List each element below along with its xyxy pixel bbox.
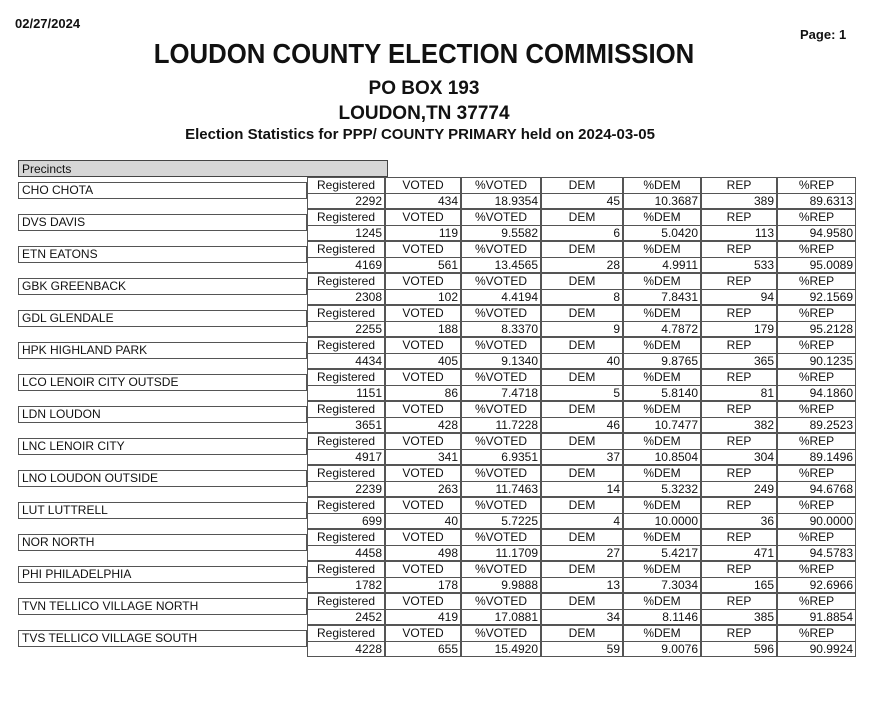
voted-label: VOTED [385,593,461,609]
address-line-1: PO BOX 193 [368,78,480,99]
voted-value: 119 [385,225,461,241]
precinct-row [18,625,856,657]
precinct-row [18,273,856,305]
pct-dem-value: 10.0000 [623,513,701,529]
precinct-name: NOR NORTH [18,534,307,551]
pct-voted-label: %VOTED [461,529,541,545]
rep-label: REP [701,497,777,513]
pct-voted-value: 18.9354 [461,193,541,209]
voted-label: VOTED [385,465,461,481]
pct-dem-value: 5.3232 [623,481,701,497]
registered-value: 3651 [307,417,385,433]
precinct-row [18,369,856,401]
pct-rep-label: %REP [777,465,856,481]
rep-value: 382 [701,417,777,433]
rep-value: 179 [701,321,777,337]
voted-value: 188 [385,321,461,337]
pct-rep-value: 91.8854 [777,609,856,625]
voted-label: VOTED [385,625,461,641]
pct-voted-label: %VOTED [461,209,541,225]
registered-label: Registered [307,529,385,545]
dem-value: 28 [541,257,623,273]
pct-dem-label: %DEM [623,241,701,257]
precinct-row [18,529,856,561]
statistics-table [18,160,856,657]
registered-value: 1782 [307,577,385,593]
dem-label: DEM [541,369,623,385]
rep-value: 304 [701,449,777,465]
voted-value: 428 [385,417,461,433]
dem-label: DEM [541,305,623,321]
pct-rep-value: 94.6768 [777,481,856,497]
page-number: Page: 1 [800,27,847,42]
precinct-name: TVN TELLICO VILLAGE NORTH [18,598,307,615]
registered-value: 4169 [307,257,385,273]
pct-dem-value: 10.7477 [623,417,701,433]
voted-value: 263 [385,481,461,497]
pct-rep-label: %REP [777,401,856,417]
rep-value: 165 [701,577,777,593]
voted-label: VOTED [385,209,461,225]
pct-rep-label: %REP [777,497,856,513]
pct-dem-value: 7.8431 [623,289,701,305]
rep-value: 596 [701,641,777,657]
precinct-name: PHI PHILADELPHIA [18,566,307,583]
pct-rep-label: %REP [777,561,856,577]
registered-label: Registered [307,433,385,449]
registered-value: 4434 [307,353,385,369]
voted-value: 405 [385,353,461,369]
pct-voted-value: 9.5582 [461,225,541,241]
voted-value: 86 [385,385,461,401]
pct-rep-label: %REP [777,337,856,353]
rep-label: REP [701,209,777,225]
precinct-name: LCO LENOIR CITY OUTSDE [18,374,307,391]
pct-voted-value: 11.7228 [461,417,541,433]
precinct-name: DVS DAVIS [18,214,307,231]
precinct-row [18,177,856,209]
pct-rep-value: 89.1496 [777,449,856,465]
rep-label: REP [701,561,777,577]
pct-dem-value: 8.1146 [623,609,701,625]
dem-value: 37 [541,449,623,465]
pct-rep-label: %REP [777,433,856,449]
dem-value: 4 [541,513,623,529]
pct-dem-label: %DEM [623,369,701,385]
dem-value: 59 [541,641,623,657]
precinct-row [18,561,856,593]
dem-value: 27 [541,545,623,561]
voted-value: 498 [385,545,461,561]
registered-label: Registered [307,209,385,225]
rep-label: REP [701,433,777,449]
pct-dem-label: %DEM [623,561,701,577]
registered-value: 2308 [307,289,385,305]
dem-value: 45 [541,193,623,209]
rep-label: REP [701,625,777,641]
pct-rep-value: 90.9924 [777,641,856,657]
voted-label: VOTED [385,305,461,321]
pct-dem-label: %DEM [623,273,701,289]
pct-rep-label: %REP [777,273,856,289]
pct-rep-value: 94.5783 [777,545,856,561]
pct-dem-label: %DEM [623,625,701,641]
pct-voted-label: %VOTED [461,593,541,609]
pct-dem-label: %DEM [623,529,701,545]
rep-label: REP [701,177,777,193]
voted-label: VOTED [385,529,461,545]
pct-voted-value: 6.9351 [461,449,541,465]
rep-value: 385 [701,609,777,625]
pct-dem-label: %DEM [623,337,701,353]
voted-value: 341 [385,449,461,465]
dem-label: DEM [541,593,623,609]
voted-label: VOTED [385,273,461,289]
dem-value: 9 [541,321,623,337]
dem-label: DEM [541,401,623,417]
voted-value: 102 [385,289,461,305]
precinct-name: LNC LENOIR CITY [18,438,307,455]
rep-value: 389 [701,193,777,209]
registered-label: Registered [307,593,385,609]
voted-label: VOTED [385,337,461,353]
rep-value: 471 [701,545,777,561]
pct-voted-value: 9.9888 [461,577,541,593]
rep-label: REP [701,337,777,353]
registered-value: 2452 [307,609,385,625]
precinct-row [18,401,856,433]
rep-value: 36 [701,513,777,529]
pct-voted-label: %VOTED [461,561,541,577]
pct-rep-value: 89.6313 [777,193,856,209]
precinct-name: GDL GLENDALE [18,310,307,327]
precinct-row [18,497,856,529]
dem-label: DEM [541,273,623,289]
pct-dem-value: 9.8765 [623,353,701,369]
pct-voted-value: 13.4565 [461,257,541,273]
pct-voted-value: 5.7225 [461,513,541,529]
pct-rep-value: 95.0089 [777,257,856,273]
voted-value: 178 [385,577,461,593]
pct-voted-value: 8.3370 [461,321,541,337]
precinct-row [18,209,856,241]
rep-value: 94 [701,289,777,305]
dem-value: 34 [541,609,623,625]
pct-dem-value: 5.8140 [623,385,701,401]
precinct-name: HPK HIGHLAND PARK [18,342,307,359]
pct-rep-label: %REP [777,529,856,545]
pct-dem-value: 5.4217 [623,545,701,561]
pct-voted-label: %VOTED [461,177,541,193]
dem-value: 6 [541,225,623,241]
rep-label: REP [701,273,777,289]
precinct-row [18,593,856,625]
pct-voted-value: 15.4920 [461,641,541,657]
pct-voted-label: %VOTED [461,305,541,321]
pct-voted-label: %VOTED [461,273,541,289]
rep-label: REP [701,241,777,257]
pct-voted-label: %VOTED [461,337,541,353]
dem-label: DEM [541,433,623,449]
pct-dem-label: %DEM [623,401,701,417]
rep-label: REP [701,401,777,417]
pct-dem-label: %DEM [623,305,701,321]
dem-label: DEM [541,177,623,193]
dem-value: 46 [541,417,623,433]
precinct-name: CHO CHOTA [18,182,307,199]
dem-value: 8 [541,289,623,305]
pct-voted-label: %VOTED [461,497,541,513]
pct-rep-value: 94.1860 [777,385,856,401]
rep-value: 533 [701,257,777,273]
precinct-name: TVS TELLICO VILLAGE SOUTH [18,630,307,647]
precinct-rows [18,177,856,657]
registered-label: Registered [307,625,385,641]
pct-dem-label: %DEM [623,593,701,609]
voted-label: VOTED [385,241,461,257]
rep-value: 365 [701,353,777,369]
precinct-row [18,337,856,369]
voted-value: 561 [385,257,461,273]
registered-label: Registered [307,177,385,193]
pct-voted-label: %VOTED [461,369,541,385]
precinct-row [18,305,856,337]
registered-value: 699 [307,513,385,529]
pct-rep-label: %REP [777,241,856,257]
pct-dem-label: %DEM [623,433,701,449]
pct-voted-label: %VOTED [461,433,541,449]
voted-value: 419 [385,609,461,625]
voted-label: VOTED [385,433,461,449]
voted-value: 434 [385,193,461,209]
rep-label: REP [701,369,777,385]
voted-label: VOTED [385,561,461,577]
pct-voted-label: %VOTED [461,241,541,257]
registered-label: Registered [307,241,385,257]
pct-voted-label: %VOTED [461,401,541,417]
dem-value: 5 [541,385,623,401]
pct-dem-label: %DEM [623,177,701,193]
dem-label: DEM [541,561,623,577]
pct-rep-label: %REP [777,209,856,225]
pct-rep-label: %REP [777,593,856,609]
pct-dem-value: 10.3687 [623,193,701,209]
pct-dem-label: %DEM [623,497,701,513]
rep-label: REP [701,465,777,481]
voted-label: VOTED [385,497,461,513]
pct-rep-value: 92.1569 [777,289,856,305]
dem-label: DEM [541,529,623,545]
rep-label: REP [701,305,777,321]
voted-value: 655 [385,641,461,657]
precinct-name: LDN LOUDON [18,406,307,423]
precinct-row [18,465,856,497]
pct-rep-label: %REP [777,177,856,193]
pct-voted-value: 9.1340 [461,353,541,369]
rep-value: 113 [701,225,777,241]
registered-label: Registered [307,369,385,385]
pct-dem-value: 10.8504 [623,449,701,465]
registered-label: Registered [307,337,385,353]
precinct-name: GBK GREENBACK [18,278,307,295]
pct-dem-value: 7.3034 [623,577,701,593]
pct-voted-label: %VOTED [461,465,541,481]
pct-voted-value: 11.7463 [461,481,541,497]
report-date: 02/27/2024 [15,16,81,31]
pct-voted-label: %VOTED [461,625,541,641]
registered-label: Registered [307,465,385,481]
pct-rep-value: 92.6966 [777,577,856,593]
pct-rep-label: %REP [777,369,856,385]
rep-label: REP [701,529,777,545]
voted-label: VOTED [385,369,461,385]
pct-dem-label: %DEM [623,209,701,225]
pct-rep-value: 95.2128 [777,321,856,337]
precincts-header: Precincts [18,160,388,177]
address-line-2: LOUDON,TN 37774 [338,103,510,124]
registered-label: Registered [307,273,385,289]
registered-value: 2239 [307,481,385,497]
pct-dem-value: 9.0076 [623,641,701,657]
registered-label: Registered [307,401,385,417]
precinct-row [18,433,856,465]
pct-voted-value: 11.1709 [461,545,541,561]
dem-value: 13 [541,577,623,593]
registered-value: 2292 [307,193,385,209]
pct-dem-value: 4.9911 [623,257,701,273]
dem-value: 40 [541,353,623,369]
rep-value: 249 [701,481,777,497]
pct-dem-label: %DEM [623,465,701,481]
pct-rep-value: 94.9580 [777,225,856,241]
voted-value: 40 [385,513,461,529]
registered-value: 4458 [307,545,385,561]
rep-value: 81 [701,385,777,401]
dem-label: DEM [541,241,623,257]
pct-rep-label: %REP [777,625,856,641]
dem-value: 14 [541,481,623,497]
voted-label: VOTED [385,401,461,417]
pct-dem-value: 5.0420 [623,225,701,241]
dem-label: DEM [541,497,623,513]
pct-rep-value: 89.2523 [777,417,856,433]
registered-value: 2255 [307,321,385,337]
dem-label: DEM [541,209,623,225]
registered-value: 4917 [307,449,385,465]
pct-voted-value: 4.4194 [461,289,541,305]
registered-value: 4228 [307,641,385,657]
dem-label: DEM [541,465,623,481]
registered-value: 1245 [307,225,385,241]
registered-label: Registered [307,561,385,577]
rep-label: REP [701,593,777,609]
precinct-name: LUT LUTTRELL [18,502,307,519]
pct-dem-value: 4.7872 [623,321,701,337]
pct-rep-label: %REP [777,305,856,321]
precinct-name: ETN EATONS [18,246,307,263]
precinct-name: LNO LOUDON OUTSIDE [18,470,307,487]
dem-label: DEM [541,337,623,353]
report-title: LOUDON COUNTY ELECTION COMMISSION [153,38,695,69]
report-subtitle: Election Statistics for PPP/ COUNTY PRIMARY held on 2024-03-05 [185,126,655,143]
pct-voted-value: 7.4718 [461,385,541,401]
voted-label: VOTED [385,177,461,193]
precinct-row [18,241,856,273]
pct-rep-value: 90.1235 [777,353,856,369]
registered-label: Registered [307,497,385,513]
dem-label: DEM [541,625,623,641]
registered-label: Registered [307,305,385,321]
registered-value: 1151 [307,385,385,401]
pct-voted-value: 17.0881 [461,609,541,625]
pct-rep-value: 90.0000 [777,513,856,529]
